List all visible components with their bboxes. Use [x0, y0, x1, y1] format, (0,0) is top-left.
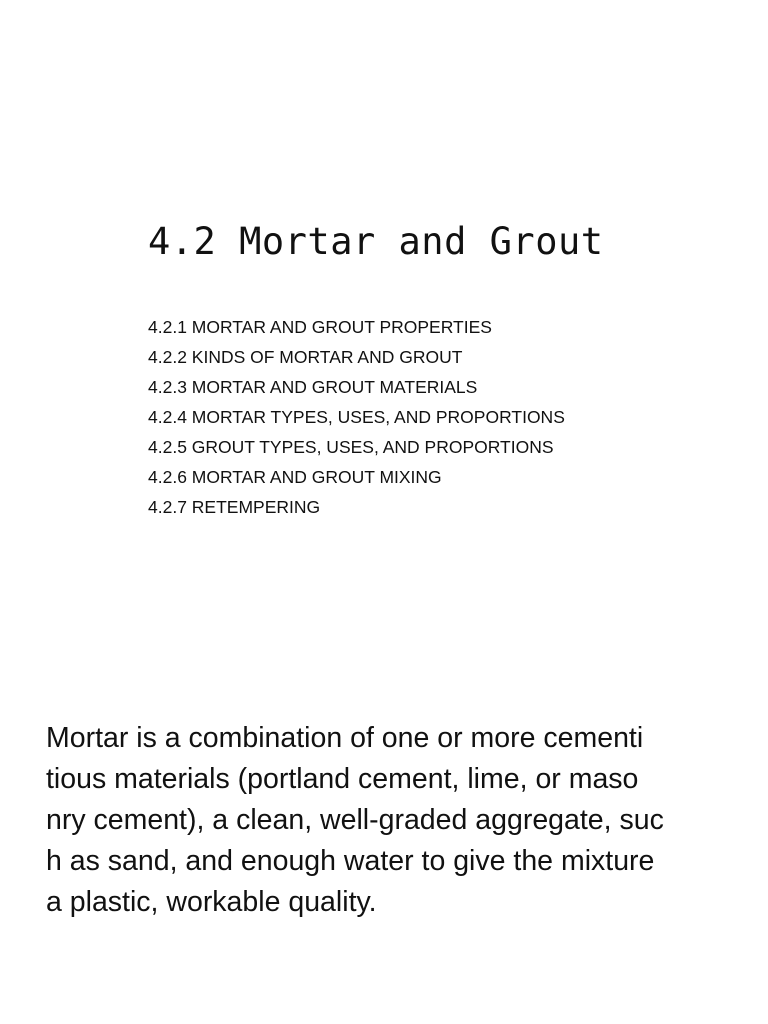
toc-item-4-2-5: 4.2.5 GROUT TYPES, USES, AND PROPORTIONS: [148, 437, 554, 457]
toc-item-4-2-7: 4.2.7 RETEMPERING: [148, 497, 321, 517]
paragraph-line: a plastic, workable quality.: [46, 886, 377, 918]
toc-item-4-2-4: 4.2.4 MORTAR TYPES, USES, AND PROPORTIONS: [148, 407, 565, 427]
paragraph-line: nry cement), a clean, well-graded aggregate, suc: [46, 804, 664, 836]
toc-item-4-2-3: 4.2.3 MORTAR AND GROUT MATERIALS: [148, 377, 478, 397]
definition-paragraph: [46, 718, 726, 923]
toc-item-4-2-2: 4.2.2 KINDS OF MORTAR AND GROUT: [148, 347, 463, 367]
paragraph-line: Mortar is a combination of one or more cementi: [46, 722, 644, 754]
table-of-contents: [148, 312, 565, 522]
section-title: 4.2 Mortar and Grout: [148, 220, 604, 263]
paragraph-line: h as sand, and enough water to give the mixture: [46, 845, 655, 877]
toc-item-4-2-6: 4.2.6 MORTAR AND GROUT MIXING: [148, 467, 442, 487]
toc-item-4-2-1: 4.2.1 MORTAR AND GROUT PROPERTIES: [148, 317, 492, 337]
paragraph-line: tious materials (portland cement, lime, or maso: [46, 763, 639, 795]
